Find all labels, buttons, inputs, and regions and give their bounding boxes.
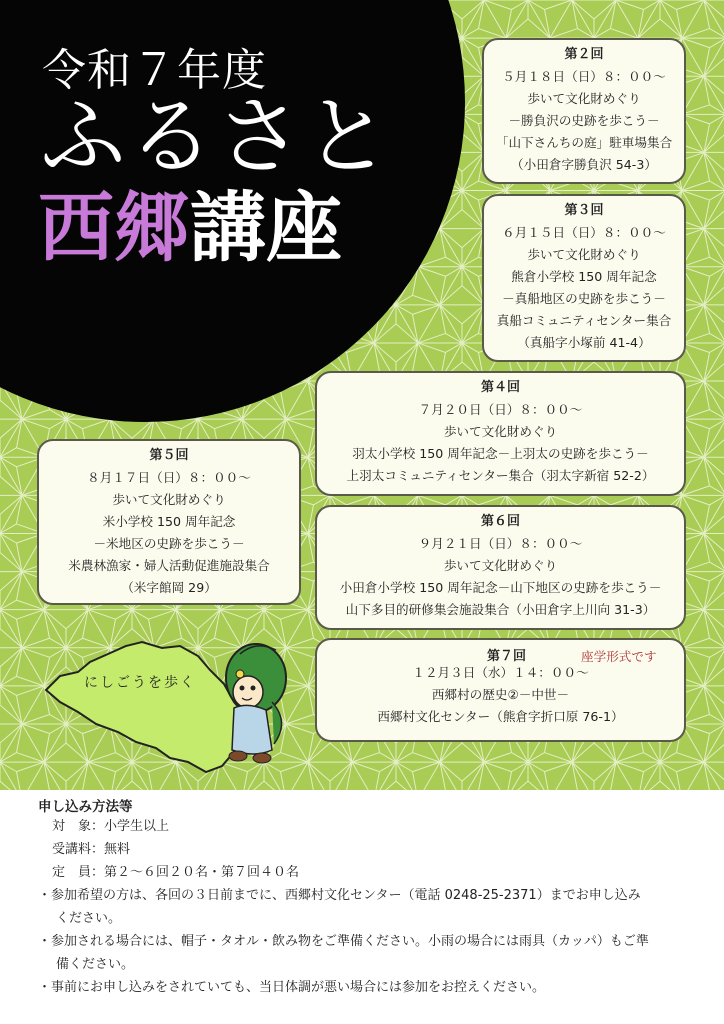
session-meeting-place: 山下多目的研修集会施設集合（小田倉字上川向 31-3） (345, 602, 656, 617)
session-number: 第３回 (564, 203, 604, 218)
session-number: 第７回 (487, 649, 527, 664)
lecture-format-tag: 座学形式です (581, 649, 657, 664)
title-saigo-koza (38, 183, 342, 272)
session-5-card (37, 439, 301, 605)
info-note-1: ・参加希望の方は、各回の３日前までに、西郷村文化センター（電話 0248-25-2371）までお申し込み (38, 888, 641, 903)
session-commemoration: 熊倉小学校 150 周年記念 (511, 269, 657, 284)
session-subtitle: －真船地区の史跡を歩こう－ (502, 291, 666, 306)
info-heading: 申し込み方法等 (38, 799, 133, 815)
session-subtitle: －米地区の史跡を歩こう－ (93, 536, 245, 551)
info-note-1-cont: ください。 (56, 911, 122, 926)
session-date: ７月２０日（日）８：００～ (418, 402, 583, 417)
session-theme: 歩いて文化財めぐり (443, 558, 558, 573)
session-number: 第４回 (480, 380, 520, 395)
session-subtitle: －勝負沢の史跡を歩こう－ (508, 113, 660, 128)
session-3-card (482, 194, 686, 362)
session-meeting-place: 西郷村文化センター（熊倉字折口原 76-1） (377, 709, 624, 724)
session-theme: 西郷村の歴史②－中世－ (431, 687, 570, 702)
info-capacity: 定 員：第２～６回２０名・第７回４０名 (52, 865, 300, 880)
session-commemoration: 米小学校 150 周年記念 (102, 514, 236, 529)
map-label: にしごうを歩く (84, 675, 196, 691)
session-4-card (315, 371, 686, 496)
session-number: 第６回 (480, 514, 520, 529)
session-date: ８月１７日（日）８：００～ (87, 470, 251, 485)
session-theme: 歩いて文化財めぐり (443, 424, 558, 439)
session-number: 第２回 (564, 47, 604, 62)
session-subtitle: 羽太小学校 150 周年記念－上羽太の史跡を歩こう－ (352, 446, 649, 461)
session-subtitle: 小田倉小学校 150 周年記念－山下地区の史跡を歩こう－ (339, 580, 662, 595)
session-address: （小田倉字勝負沢 54-3） (511, 157, 657, 172)
session-date: ６月１５日（日）８：００～ (502, 225, 666, 240)
info-note-2: ・参加される場合には、帽子・タオル・飲み物をご準備ください。小雨の場合には雨具（カッパ）もご準 (38, 934, 649, 949)
title-saigo: 西郷 (38, 183, 190, 272)
session-address: （真船字小塚前 41-4） (517, 335, 651, 350)
title-furusato: ふるさと (40, 87, 392, 187)
mascot-icon (218, 632, 308, 772)
application-info (0, 790, 724, 1024)
session-meeting-place: 真船コミュニティセンター集合 (496, 313, 672, 328)
session-meeting-place: 「山下さんちの庭」駐車場集合 (495, 135, 673, 150)
title-koza: 講座 (190, 183, 342, 272)
session-theme: 歩いて文化財めぐり (112, 492, 226, 507)
session-theme: 歩いて文化財めぐり (527, 247, 641, 262)
title-year: 令和７年度 (42, 45, 267, 96)
info-target: 対 象：小学生以上 (52, 819, 170, 834)
info-fee: 受講料：無料 (52, 842, 131, 857)
info-note-2-cont: 備ください。 (56, 957, 135, 972)
session-address: （米字館岡 29） (121, 580, 217, 595)
session-date: ５月１８日（日）８：００～ (502, 69, 666, 84)
session-number: 第５回 (149, 448, 189, 463)
session-theme: 歩いて文化財めぐり (527, 91, 641, 106)
session-date: ９月２１日（日）８：００～ (418, 536, 583, 551)
session-date: １２月３日（水）１４：００～ (412, 665, 589, 680)
village-map-illustration (38, 632, 318, 782)
session-2-card (482, 38, 686, 184)
session-meeting-place: 上羽太コミュニティセンター集合（羽太字新宿 52-2） (346, 468, 655, 483)
session-6-card (315, 505, 686, 630)
info-note-3: ・事前にお申し込みをされていても、当日体調が悪い場合には参加をお控えください。 (38, 980, 546, 995)
session-meeting-place: 米農林漁家・婦人活動促進施設集合 (68, 558, 270, 573)
session-7-card (315, 638, 686, 742)
